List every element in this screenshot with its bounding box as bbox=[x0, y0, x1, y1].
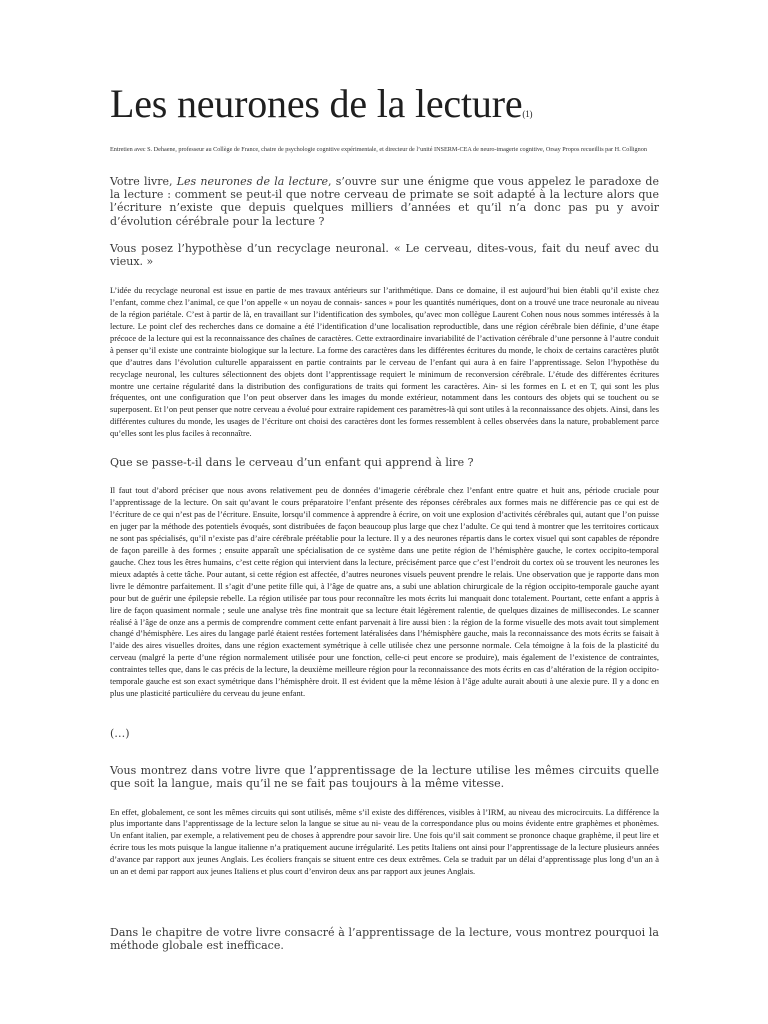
book-title: Les neurones de la lecture bbox=[176, 175, 329, 189]
answer-3: En effet, globalement, ce sont les mêmes circuits qui sont utilisés, même s’il existe des différences, visibles à l’IRM, au niveau des microcircuits. La différence la plus importante dans l’apprentissage de la lecture selon la langue se situe au ni- veau de la correspondance plus ou moins évidente entre graphèmes et phonèmes. Un enfant italien, par exemple, a relativement peu de choses à apprendre pour savoir lire. Une fois qu’il sait comment se prononce chaque graphème, il peut lire et écrire tous les mots puisque la langue italienne n’a pratiquement aucune irrégularité. Les petits Italiens ont ainsi pour l’apprentissage de la lecture plusieurs années d’avance par rapport aux jeunes Anglais. Les écoliers français se situent entre ces deux extrêmes. Cela se traduit par un délai d’apprentissage plus long d’un an à un an et demi par rapport aux jeunes Italiens et plus court d’environ deux ans par rapport aux jeunes Anglais. bbox=[110, 807, 659, 877]
question-5: Dans le chapitre de votre livre consacré à l’apprentissage de la lecture, vous montrez pourquoi la méthode globale est inefficace. bbox=[110, 926, 659, 953]
article bbox=[110, 82, 659, 952]
answer-2: Il faut tout d’abord préciser que nous avons relativement peu de données d’imagerie cérébrale chez l’enfant entre quatre et huit ans, période cruciale pour l’apprentissage de la lecture. On sait qu’avant le cours préparatoire l’enfant présente des réponses cérébrales aux formes mais ne différencie pas ce qui est de l’écriture de ce qui n’est pas de l’écriture. Ensuite, lorsqu’il commence à apprendre à écrire, on voit une explosion d’activités cérébrales qui, autant que l’on puisse en juger par la méthode des potentiels évoqués, sont distribuées de façon beaucoup plus large que chez l’adulte. Ce qui tend à montrer que les territoires corticaux ne sont pas spécialisés, qu’il n’existe pas d’aire cérébrale préétablie pour la lecture. Il y a des neurones répartis dans le cortex visuel qui sont capables de répondre de façon pareille à des formes ; ensuite apparaît une spécialisation de ce système dans une petite région de l’hémisphère gauche, le cortex occipito-temporal gauche. Chez tous les êtres humains, c’est cette région qui intervient dans la lecture, précisément parce que c’est l’endroit du cortex où se trouvent les neurones les mieux adaptés à cette tâche. Pour autant, si cette région est affectée, d’autres neurones visuels peuvent prendre le relais. Une observation que je rapporte dans mon livre le démontre parfaitement. Il s’agit d’une petite fille qui, à l’âge de quatre ans, a subi une ablation chirurgicale de la région occipito-temporale gauche ayant pour but de guérir une épilepsie rebelle. La région utilisée par tous pour reconnaître les mots écrits lui manquait donc totalement. Pourtant, cette enfant a appris à lire de façon quasiment normale ; seule une analyse très fine montrait que sa lecture était légèrement ralentie, de quelques dizaines de millisecondes. Le scanner réalisé à l’âge de onze ans a permis de comprendre comment cette enfant parvenait à lire aussi bien : la région de la forme visuelle des mots avait tout simplement changé d’hémisphère. Les aires du langage parlé étaient restées fortement latéralisées dans l’hémisphère gauche, mais la reconnaissance des mots écrits se faisait à l’aide des aires visuelles droites, dans une région exactement symétrique à celle utilisée chez une personne normale. Cela témoigne à la fois de la plasticité du cerveau (malgré la perte d’une région normalement utilisée pour une fonction, celle-ci peut encore se produire), mais également de l’existence de contraintes, contraintes telles que, dans le cas précis de la lecture, la deuxième meilleure région pour la reconnaissance des mots écrits en cas d’altération de la région occipito-temporale gauche est son exact symétrique dans l’hémisphère droit. Il est évident que la même lésion à l’âge adulte aurait abouti à une alexie pure. Il y a donc en plus une plasticité particulière du cerveau du jeune enfant. bbox=[110, 486, 659, 699]
question-1-pre: Votre livre, bbox=[110, 175, 177, 189]
question-2: Vous posez l’hypothèse d’un recyclage neuronal. « Le cerveau, dites-vous, fait du neuf avec du vieux. » bbox=[110, 241, 659, 268]
title-text: Les neurones de la lecture bbox=[110, 81, 523, 126]
interview-credits: Entretien avec S. Dehaene, professeur au Collège de France, chaire de psychologie cognitive expérimentale, et directeur de l’unité INSERM-CEA de neuro-imagerie cognitive, Orsay Propos recueillis par H. Collignon bbox=[110, 146, 647, 153]
question-3: Que se passe-t-il dans le cerveau d’un enfant qui apprend à lire ? bbox=[110, 456, 474, 470]
title-footnote-marker: (1) bbox=[522, 109, 533, 119]
answer-1: L’idée du recyclage neuronal est issue en partie de mes travaux antérieurs sur l’arithmétique. Dans ce domaine, il est aujourd’hui bien établi qu’il existe chez l’enfant, comme chez l’animal, ce que l’on appelle « un noyau de connais- sances » pour les quantités numériques, dont on a trouvé une trace neuronale au niveau de la région pariétale. C’est à partir de là, en travaillant sur l’identification des symboles, qu’avec mon collègue Laurent Cohen nous nous sommes intéressés à la lecture. Le point clef des recherches dans ce domaine a été l’identification d’une localisation reproductible, dans une région cérébrale bien définie, d’une étape précoce de la lecture qui est la reconnaissance des chaînes de caractères. Cette extraordinaire invariabilité de l’activation cérébrale d’une personne à l’autre conduit à penser qu’il existe une contrainte biologique sur la lecture. La forme des caractères dans les différentes écritures du monde, le choix de certains caractères plutôt que d’autres dans l’évolution culturelle apparaissent en partie contraints par le cerveau de l’enfant qui aura à en faire l’apprentissage. Selon l’hypothèse du recyclage neuronal, les cultures sélectionnent des objets dont l’apprentissage requiert le minimum de reconversion cérébrale. L’étude des différentes écritures montre une certaine régularité dans la distribution des configurations de traits qui forment les caractères. Ain- si les formes en L et en T, qui sont les plus fréquentes, ont une configuration que l’on peut observer dans les images du monde extérieur, notamment dans les contours des objets qui se touchent ou se superposent. Et l’on peut penser que notre cerveau a évolué pour extraire rapidement ces paramètres-là qui sont utiles à la reconnaissance des objets. Ainsi, dans les différentes cultures du monde, les usages de l’écriture ont choisi des caractères dont les formes ressemblent à celles observées dans la nature, probablement parce qu’elles sont les plus faciles à reconnaître. bbox=[110, 286, 659, 439]
question-1 bbox=[110, 175, 659, 228]
article-title bbox=[110, 82, 659, 126]
question-1-post: , s’ouvre sur une énigme que vous appelez le paradoxe de la lecture : comment se peut-il que notre cerveau de primate se soit adapté à la lecture alors que l’écriture n’existe que depuis quelques milliers d’années et qu’il n’a donc pas pu y avoir d’évolution cérébrale pour la lecture ? bbox=[110, 175, 659, 228]
ellipsis: (…) bbox=[110, 726, 130, 740]
question-4: Vous montrez dans votre livre que l’apprentissage de la lecture utilise les mêmes circuits quelle que soit la langue, mais qu’il ne se fait pas toujours à la même vitesse. bbox=[110, 764, 659, 791]
